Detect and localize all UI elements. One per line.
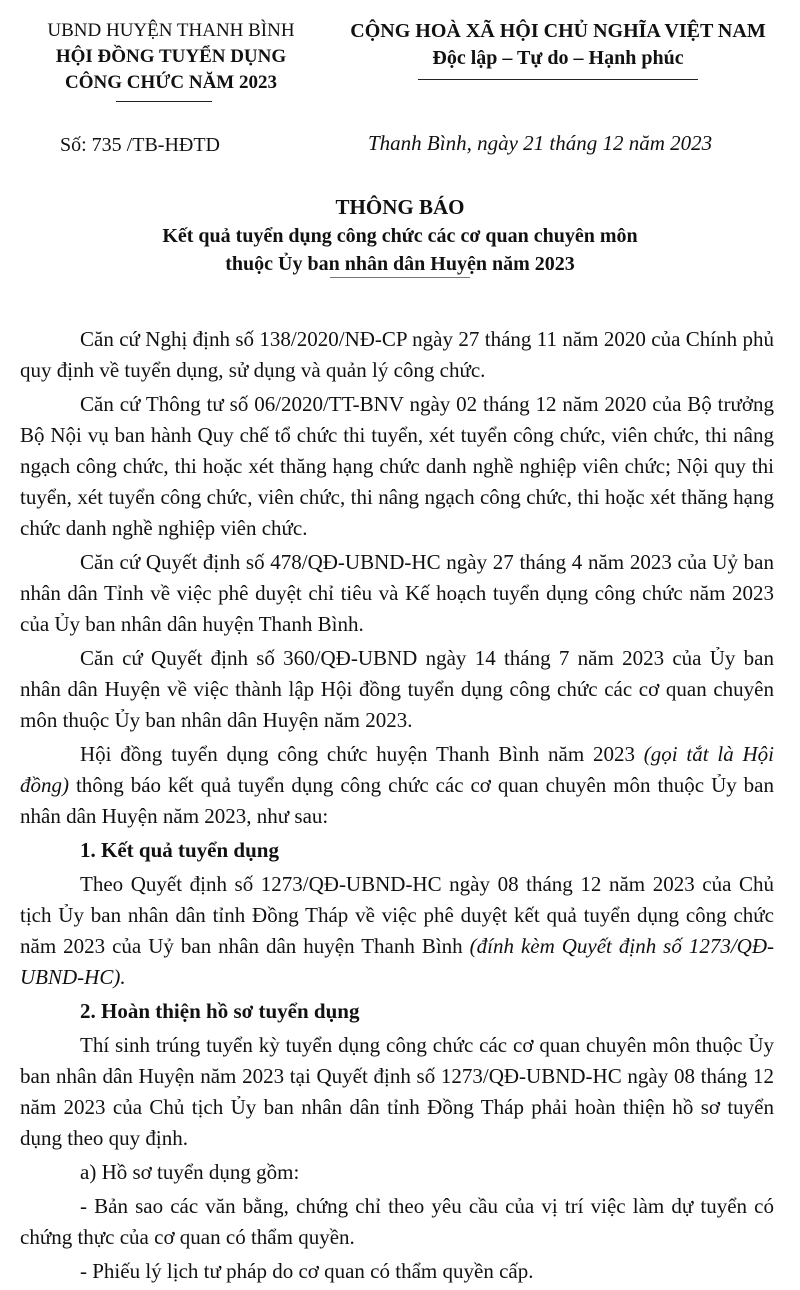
document-title: THÔNG BÁO [335,195,465,219]
paragraph-legal-basis-2: Căn cứ Thông tư số 06/2020/TT-BNV ngày 02 tháng 12 năm 2020 của Bộ trưởng Bộ Nội vụ ban hành Quy chế tổ chức thi tuyển, xét tuyển công chức, viên chức, thi nâng ngạch công chức, thi hoặc xét thăng hạng chức danh nghề nghiệp viên chức; Nội quy thi tuyển, xét tuyển công chức, viên chức, thi nâng ngạch công chức, thi hoặc xét thăng hạng chức danh nghề nghiệp viên chức. [20,392,774,540]
paragraph-legal-basis-4: Căn cứ Quyết định số 360/QĐ-UBND ngày 14 tháng 7 năm 2023 của Ủy ban nhân dân Huyện về việc thành lập Hội đồng tuyển dụng công chức các cơ quan chuyên môn thuộc Ủy ban nhân dân Huyện năm 2023. [20,646,774,732]
paragraph-legal-basis-3: Căn cứ Quyết định số 478/QĐ-UBND-HC ngày 27 tháng 4 năm 2023 của Uỷ ban nhân dân Tỉnh về việc phê duyệt chỉ tiêu và Kế hoạch tuyển dụng công chức năm 2023 của Ủy ban nhân dân huyện Thanh Bình. [20,550,774,636]
agency-line-1: UBND HUYỆN THANH BÌNH [47,20,295,41]
national-motto: Độc lập – Tự do – Hạnh phúc [432,47,684,69]
announcement-text-c: thông báo kết quả tuyển dụng công chức các cơ quan chuyên môn thuộc Ủy ban nhân dân Huyện năm 2023, như sau: [20,773,774,828]
motto-underline [418,79,698,80]
paragraph-dossier-item-2: - Phiếu lý lịch tư pháp do cơ quan có thẩm quyền cấp. [80,1259,534,1283]
results-attachment-note: (đính kèm Quyết định số 1273/QĐ-UBND-HC). [20,934,774,989]
document-number: Số: 735 /TB-HĐTD [60,134,220,156]
paragraph-results [20,869,774,993]
title-underline [330,277,470,278]
national-title: CỘNG HOÀ XÃ HỘI CHỦ NGHĨA VIỆT NAM [350,20,766,42]
section-heading-2: 2. Hoàn thiện hồ sơ tuyển dụng [80,999,360,1023]
document-title-block [0,192,800,278]
agency-underline [116,101,212,102]
document-subtitle-line-2: thuộc Ủy ban nhân dân Huyện năm 2023 [225,253,575,275]
issuing-agency-header [18,18,324,96]
section-heading-1: 1. Kết quả tuyển dụng [80,838,279,862]
document-body [20,324,774,1290]
paragraph-legal-basis-1: Căn cứ Nghị định số 138/2020/NĐ-CP ngày 27 tháng 11 năm 2020 của Chính phủ quy định về tuyển dụng, sử dụng và quản lý công chức. [20,327,774,382]
paragraph-dossier-list-intro: a) Hồ sơ tuyển dụng gồm: [80,1160,300,1184]
document-date: Thanh Bình, ngày 21 tháng 12 năm 2023 [368,131,713,155]
agency-line-3: CÔNG CHỨC NĂM 2023 [65,72,277,93]
paragraph-dossier-item-1: - Bản sao các văn bằng, chứng chỉ theo yêu cầu của vị trí việc làm dự tuyển có chứng thực của cơ quan có thẩm quyền. [20,1194,774,1249]
announcement-text-a: Hội đồng tuyển dụng công chức huyện Thanh Bình năm 2023 [80,742,644,766]
results-text: Theo Quyết định số 1273/QĐ-UBND-HC ngày 08 tháng 12 năm 2023 của Chủ tịch Ủy ban nhân dân tỉnh Đồng Tháp về việc phê duyệt kết quả tuyển dụng công chức năm 2023 của Uỷ ban nhân dân huyện Thanh Bình [20,872,774,958]
paragraph-announcement [20,739,774,832]
document-subtitle-line-1: Kết quả tuyển dụng công chức các cơ quan chuyên môn [162,225,638,247]
paragraph-dossier-requirement: Thí sinh trúng tuyển kỳ tuyển dụng công chức các cơ quan chuyên môn thuộc Ủy ban nhân dân Huyện năm 2023 tại Quyết định số 1273/QĐ-UBND-HC ngày 08 tháng 12 năm 2023 của Chủ tịch Ủy ban nhân dân tỉnh Đồng Tháp phải hoàn thiện hồ sơ tuyển dụng theo quy định. [20,1033,774,1150]
national-motto-header [328,18,788,72]
agency-line-2: HỘI ĐỒNG TUYỂN DỤNG [55,46,287,67]
announcement-text-italic: (gọi tắt là Hội đồng) [20,742,774,797]
